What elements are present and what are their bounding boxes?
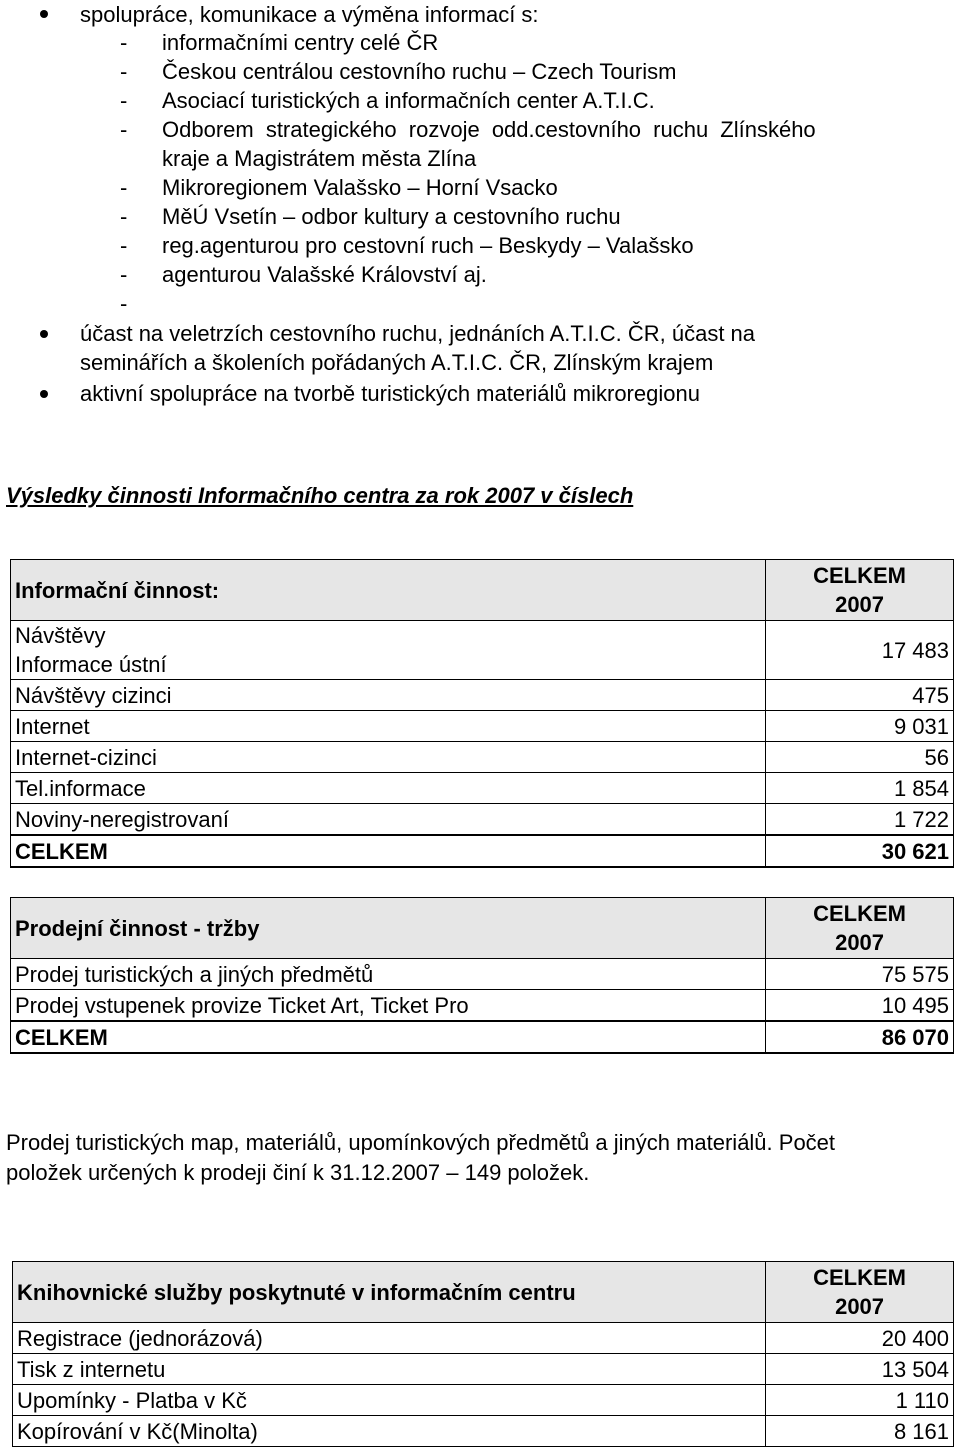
sub-item: agenturou Valašské Království aj. <box>162 262 487 287</box>
dash: - <box>120 117 128 142</box>
total-label: CELKEM <box>11 1021 766 1053</box>
table-header-label: Knihovnické služby poskytnuté v informačním centru <box>13 1262 766 1323</box>
row-label: Tel.informace <box>11 773 766 804</box>
sales-note-line2: položek určených k prodeji činí k 31.12.2007 – 149 položek. <box>6 1160 590 1185</box>
dash: - <box>120 30 128 55</box>
row-value: 20 400 <box>766 1323 954 1354</box>
table-total-row <box>11 1021 954 1053</box>
row-value: 1 110 <box>766 1385 954 1416</box>
row-value: 17 483 <box>766 621 954 680</box>
total-value: 30 621 <box>766 835 954 867</box>
sub-item: Mikroregionem Valašsko – Horní Vsacko <box>162 175 558 200</box>
bullet-trade-fairs-line2: seminářích a školeních pořádaných A.T.I.C. ČR, Zlínským krajem <box>80 350 714 375</box>
bullet-dot <box>40 330 48 338</box>
sub-item: Asociací turistických a informačních center A.T.I.C. <box>162 88 655 113</box>
library-services-table <box>12 1261 954 1447</box>
sales-note <box>6 1128 956 1188</box>
row-label: Kopírování v Kč(Minolta) <box>13 1416 766 1447</box>
section-title: Výsledky činnosti Informačního centra za rok 2007 v číslech <box>6 483 634 508</box>
table-row <box>11 804 954 836</box>
table-header-row <box>11 560 954 621</box>
sub-item: informačními centry celé ČR <box>162 30 439 55</box>
table-header-total <box>766 1262 954 1323</box>
table-row <box>11 680 954 711</box>
dash: - <box>120 175 128 200</box>
row-label: Upomínky - Platba v Kč <box>13 1385 766 1416</box>
table-row <box>13 1323 954 1354</box>
row-value: 13 504 <box>766 1354 954 1385</box>
row-label-line1: Návštěvy <box>15 623 106 648</box>
dash: - <box>120 291 128 316</box>
table-row <box>11 990 954 1022</box>
row-label: Návštěvy cizinci <box>11 680 766 711</box>
row-label: Prodej turistických a jiných předmětů <box>11 959 766 990</box>
total-label: CELKEM <box>11 835 766 867</box>
dash: - <box>120 233 128 258</box>
sub-item-continuation: kraje a Magistrátem města Zlína <box>162 146 477 171</box>
table-row <box>11 773 954 804</box>
row-value: 475 <box>766 680 954 711</box>
header-year: 2007 <box>835 592 885 617</box>
header-total-label: CELKEM <box>813 901 906 926</box>
row-value: 10 495 <box>766 990 954 1022</box>
row-label: Registrace (jednorázová) <box>13 1323 766 1354</box>
header-year: 2007 <box>835 930 885 955</box>
header-total-label: CELKEM <box>813 563 906 588</box>
sales-note-line1: Prodej turistických map, materiálů, upomínkových předmětů a jiných materiálů. Počet <box>6 1130 836 1155</box>
table-row <box>13 1416 954 1447</box>
bullet-dot <box>40 390 48 398</box>
header-total-label: CELKEM <box>813 1265 906 1290</box>
table-header-label: Informační činnost: <box>11 560 766 621</box>
table-total-row <box>11 835 954 867</box>
table-header-row <box>11 898 954 959</box>
bullet-cooperation: spolupráce, komunikace a výměna informací s: <box>80 2 539 27</box>
row-label <box>11 621 766 680</box>
info-activity-table <box>10 559 954 868</box>
dash: - <box>120 262 128 287</box>
row-label: Noviny-neregistrovaní <box>11 804 766 836</box>
bullet-trade-fairs-line1: účast na veletrzích cestovního ruchu, jednáních A.T.I.C. ČR, účast na <box>80 321 756 346</box>
row-value: 1 722 <box>766 804 954 836</box>
row-label: Internet <box>11 711 766 742</box>
table-row <box>13 1354 954 1385</box>
row-value: 1 854 <box>766 773 954 804</box>
table-row <box>13 1385 954 1416</box>
table-header-row <box>13 1262 954 1323</box>
header-year: 2007 <box>835 1294 885 1319</box>
row-label: Tisk z internetu <box>13 1354 766 1385</box>
table-header-total <box>766 560 954 621</box>
table-row <box>11 742 954 773</box>
table-header-total <box>766 898 954 959</box>
table-row <box>11 959 954 990</box>
table-row <box>11 711 954 742</box>
sales-table <box>10 897 954 1054</box>
total-value: 86 070 <box>766 1021 954 1053</box>
bullet-materials: aktivní spolupráce na tvorbě turistických materiálů mikroregionu <box>80 381 700 406</box>
bullet-dot <box>40 10 48 18</box>
dash: - <box>120 204 128 229</box>
row-value: 9 031 <box>766 711 954 742</box>
table-header-label: Prodejní činnost - tržby <box>11 898 766 959</box>
sub-item: Odborem strategického rozvoje odd.cestovního ruchu Zlínského <box>162 117 816 142</box>
sub-item: MěÚ Vsetín – odbor kultury a cestovního ruchu <box>162 204 621 229</box>
row-value: 75 575 <box>766 959 954 990</box>
row-value: 56 <box>766 742 954 773</box>
table-row <box>11 621 954 680</box>
row-label-line2: Informace ústní <box>15 652 167 677</box>
row-label: Internet-cizinci <box>11 742 766 773</box>
dash: - <box>120 59 128 84</box>
sub-item: reg.agenturou pro cestovní ruch – Beskydy – Valašsko <box>162 233 694 258</box>
dash: - <box>120 88 128 113</box>
row-value: 8 161 <box>766 1416 954 1447</box>
row-label: Prodej vstupenek provize Ticket Art, Ticket Pro <box>11 990 766 1022</box>
sub-item: Českou centrálou cestovního ruchu – Czech Tourism <box>162 59 677 84</box>
